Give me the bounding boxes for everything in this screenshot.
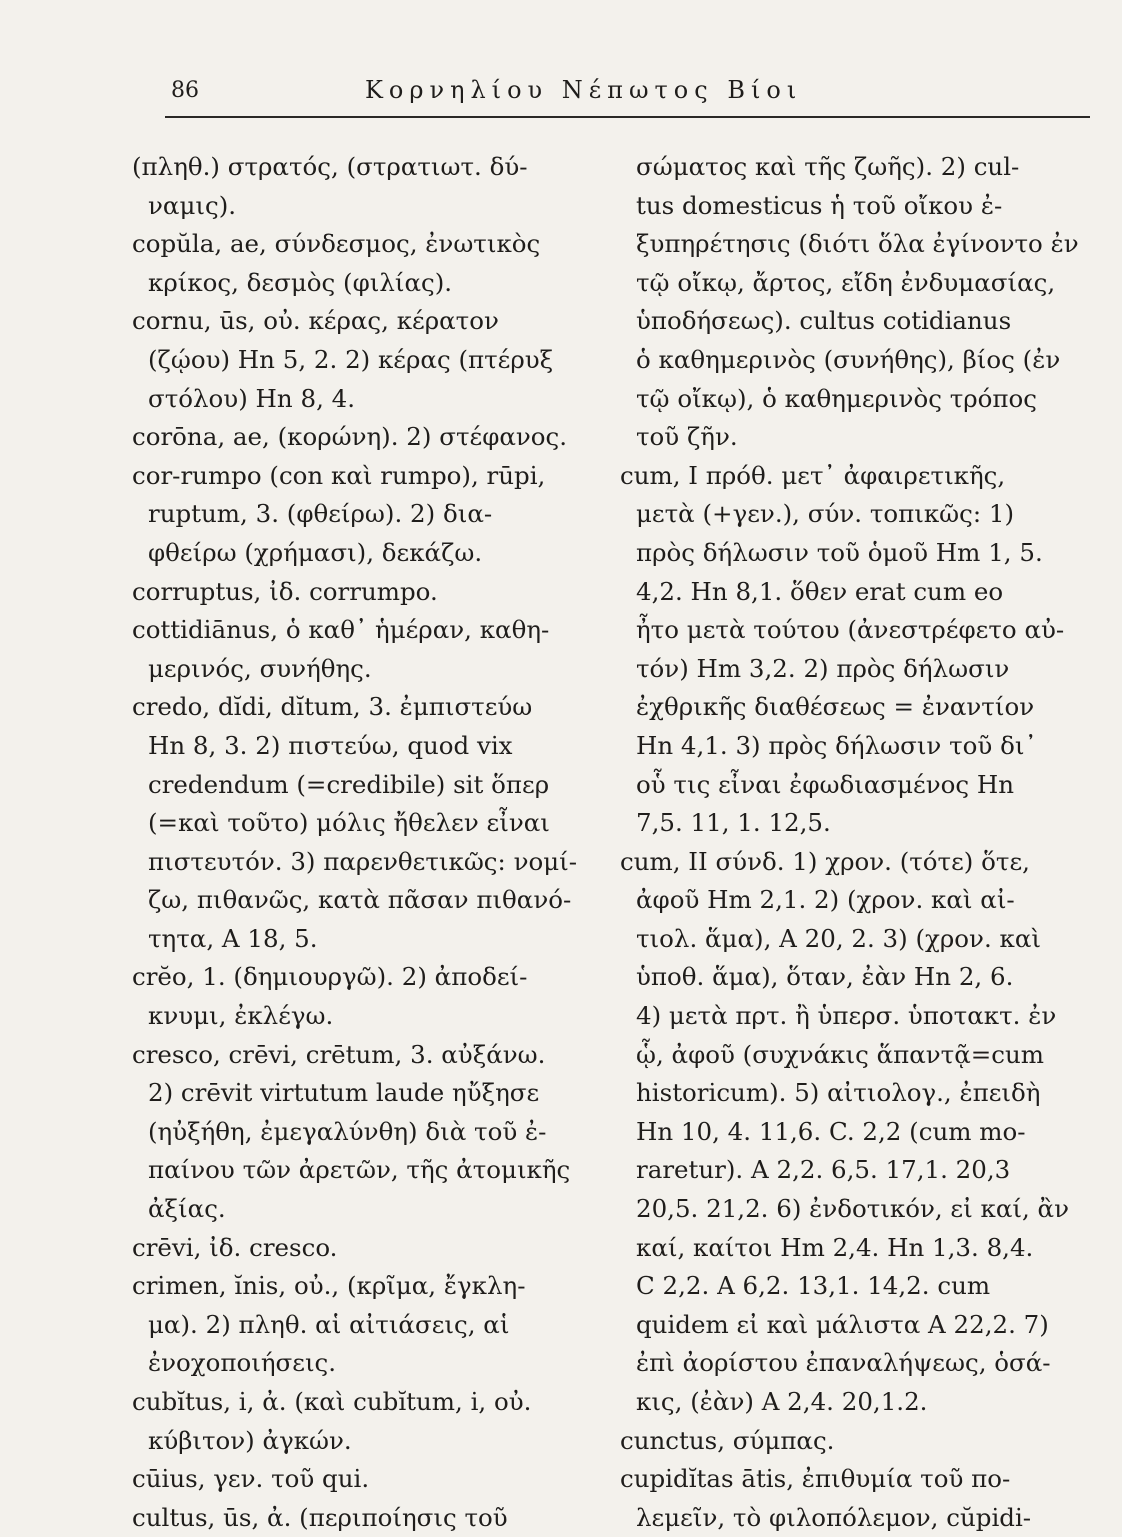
right-column — [620, 148, 1094, 1537]
entry-continuation-line: παίνου τῶν ἀρετῶν, τῆς ἀτομικῆς — [148, 1155, 571, 1185]
entry-continuation-line: ὁ καθημερινὸς (συνήθης), βίος (ἐν — [636, 344, 1061, 374]
entry-headword-line: corōna, ae, (κορώνη). 2) στέφανος. — [132, 422, 568, 452]
page-number: 86 — [171, 78, 199, 103]
entry-continuation-line: πιστευτόν. 3) παρενθετικῶς: νομί- — [148, 846, 578, 876]
entry-continuation-line: μα). 2) πληθ. αἱ αἰτιάσεις, αἱ — [148, 1309, 510, 1339]
entry-headword-line: (πληθ.) στρατός, (στρατιωτ. δύ- — [132, 152, 528, 181]
entry-continuation-line: τητα, A 18, 5. — [148, 923, 318, 953]
entry-continuation-line: στόλου) Hn 8, 4. — [148, 383, 356, 413]
entry-continuation-line: κρίκος, δεσμὸς (φιλίας). — [148, 267, 453, 297]
entry-continuation-line: Hn 4,1. 3) πρὸς δήλωσιν τοῦ δι᾽ — [636, 730, 1037, 760]
entry-continuation-line: ἀφοῦ Hm 2,1. 2) (χρον. καὶ αἰ- — [636, 885, 1015, 915]
entry-headword-line: cultus, ūs, ἀ. (περιποίησις τοῦ — [132, 1502, 508, 1532]
entry-continuation-line: raretur). A 2,2. 6,5. 17,1. 20,3 — [636, 1155, 1011, 1185]
entry-continuation-line: μετὰ (+γεν.), σύν. τοπικῶς: 1) — [636, 499, 1015, 529]
entry-headword-line: cresco, crēvi, crētum, 3. αὐξάνω. — [132, 1039, 546, 1069]
entry-continuation-line: tus domesticus ἡ τοῦ οἴκου ἐ- — [636, 190, 1003, 220]
entry-continuation-line: historicum). 5) αἰτιολογ., ἐπειδὴ — [636, 1078, 1041, 1108]
entry-continuation-line: τιολ. ἅμα), A 20, 2. 3) (χρον. καὶ — [636, 923, 1041, 953]
entry-continuation-line: 4) μετὰ πρτ. ἢ ὑπερσ. ὑποτακτ. ἐν — [636, 1001, 1057, 1031]
entry-headword-line: credo, dĭdi, dĭtum, 3. ἐμπιστεύω — [132, 692, 533, 722]
entry-continuation-line: ἀξίας. — [148, 1194, 226, 1224]
entry-continuation-line: ζω, πιθανῶς, κατὰ πᾶσαν πιθανό- — [148, 885, 572, 915]
entry-continuation-line: Hn 8, 3. 2) πιστεύω, quod vix — [148, 730, 513, 760]
entry-continuation-line: Hn 10, 4. 11,6. C. 2,2 (cum mo- — [636, 1116, 1026, 1146]
entry-headword-line: crĕo, 1. (δημιουργῶ). 2) ἀποδεί- — [132, 962, 528, 992]
page-header — [165, 72, 1090, 118]
entry-continuation-line: κνυμι, ἐκλέγω. — [148, 1001, 334, 1031]
entry-headword-line: cottidiānus, ὁ καθ᾽ ἡμέραν, καθη- — [132, 615, 550, 645]
entry-headword-line: crēvi, ἰδ. cresco. — [132, 1232, 338, 1262]
entry-continuation-line: ᾧ, ἀφοῦ (συχνάκις ἅπαντᾷ=cum — [636, 1039, 1045, 1069]
entry-continuation-line: ἐχθρικῆς διαθέσεως = ἐναντίον — [636, 692, 1035, 722]
entry-continuation-line: quidem εἰ καὶ μάλιστα A 22,2. 7) — [636, 1309, 1049, 1339]
entry-continuation-line: (ηὐξήθη, ἐμεγαλύνθη) διὰ τοῦ ἐ- — [148, 1116, 547, 1146]
entry-continuation-line: (=καὶ τοῦτο) μόλις ἤθελεν εἶναι — [148, 808, 550, 838]
entry-continuation-line: 2) crēvit virtutum laude ηὔξησε — [148, 1078, 540, 1108]
entry-continuation-line: ἦτο μετὰ τούτου (ἀνεστρέφετο αὐ- — [636, 615, 1065, 645]
entry-headword-line: cum, I πρόθ. μετ᾽ ἀφαιρετικῆς, — [620, 460, 1006, 490]
entry-continuation-line: credendum (=credibile) sit ὅπερ — [148, 769, 550, 799]
entry-continuation-line: πρὸς δήλωσιν τοῦ ὁμοῦ Hm 1, 5. — [636, 537, 1043, 567]
entry-continuation-line: ξυπηρέτησις (διότι ὅλα ἐγίνοντο ἐν — [636, 229, 1079, 259]
entry-headword-line: cornu, ūs, οὐ. κέρας, κέρατον — [132, 306, 499, 336]
entry-continuation-line: 4,2. Hn 8,1. ὅθεν erat cum eo — [636, 576, 1004, 606]
entry-headword-line: cubĭtus, i, ἀ. (καὶ cubĭtum, i, οὐ. — [132, 1387, 532, 1416]
entry-continuation-line: τοῦ ζῆν. — [636, 422, 738, 452]
entry-headword-line: copŭla, ae, σύνδεσμος, ἐνωτικὸς — [132, 229, 541, 259]
entry-headword-line: crimen, ĭnis, οὐ., (κρῖμα, ἔγκλη- — [132, 1271, 526, 1301]
entry-continuation-line: ὑποθ. ἅμα), ὅταν, ἐὰν Hn 2, 6. — [636, 962, 1014, 992]
entry-headword-line: corruptus, ἰδ. corrumpo. — [132, 576, 438, 606]
entry-headword-line: cupidĭtas ātis, ἐπιθυμία τοῦ πο- — [620, 1464, 1011, 1494]
entry-continuation-line: φθείρω (χρήμασι), δεκάζω. — [148, 537, 483, 567]
entry-continuation-line: ναμις). — [148, 190, 237, 220]
entry-continuation-line: τῷ οἴκῳ, ἄρτος, εἴδη ἐνδυμασίας, — [636, 267, 1056, 297]
entry-continuation-line: κις, (ἐὰν) A 2,4. 20,1.2. — [636, 1387, 928, 1416]
entry-continuation-line: σώματος καὶ τῆς ζωῆς). 2) cul- — [636, 152, 1020, 181]
entry-continuation-line: οὗ τις εἶναι ἐφωδιασμένος Hn — [636, 769, 1015, 799]
entry-continuation-line: ruptum, 3. (φθείρω). 2) δια- — [148, 499, 493, 529]
running-title: Κορνηλίου Νέπωτος Βίοι — [365, 76, 803, 104]
entry-continuation-line: ὑποδήσεως). cultus cotidianus — [636, 306, 1012, 336]
entry-headword-line: cor-rumpo (con καὶ rumpo), rūpi, — [132, 460, 546, 490]
entry-continuation-line: κύβιτον) ἀγκών. — [148, 1425, 352, 1455]
entry-headword-line: cum, II σύνδ. 1) χρον. (τότε) ὅτε, — [620, 846, 1030, 876]
entry-continuation-line: (ζῴου) Hn 5, 2. 2) κέρας (πτέρυξ — [148, 344, 554, 374]
entry-continuation-line: τόν) Hm 3,2. 2) πρὸς δήλωσιν — [636, 653, 1010, 683]
entry-continuation-line: ἐνοχοποιήσεις. — [148, 1348, 337, 1378]
entry-continuation-line: 7,5. 11, 1. 12,5. — [636, 808, 831, 838]
entry-continuation-line: καί, καίτοι Hm 2,4. Hn 1,3. 8,4. — [636, 1232, 1034, 1262]
entry-continuation-line: λεμεῖν, τὸ φιλοπόλεμον, cŭpidi- — [636, 1502, 1032, 1532]
entry-headword-line: cunctus, σύμπας. — [620, 1425, 835, 1455]
entry-continuation-line: 20,5. 21,2. 6) ἐνδοτικόν, εἰ καί, ἂν — [636, 1194, 1069, 1224]
entry-continuation-line: μερινός, συνήθης. — [148, 653, 372, 683]
left-column — [132, 148, 594, 1537]
entry-continuation-line: ἐπὶ ἀορίστου ἐπαναλήψεως, ὁσά- — [636, 1348, 1051, 1378]
entry-continuation-line: C 2,2. A 6,2. 13,1. 14,2. cum — [636, 1271, 991, 1301]
entry-continuation-line: τῷ οἴκῳ), ὁ καθημερινὸς τρόπος — [636, 383, 1037, 413]
entry-headword-line: cūius, γεν. τοῦ qui. — [132, 1464, 370, 1494]
